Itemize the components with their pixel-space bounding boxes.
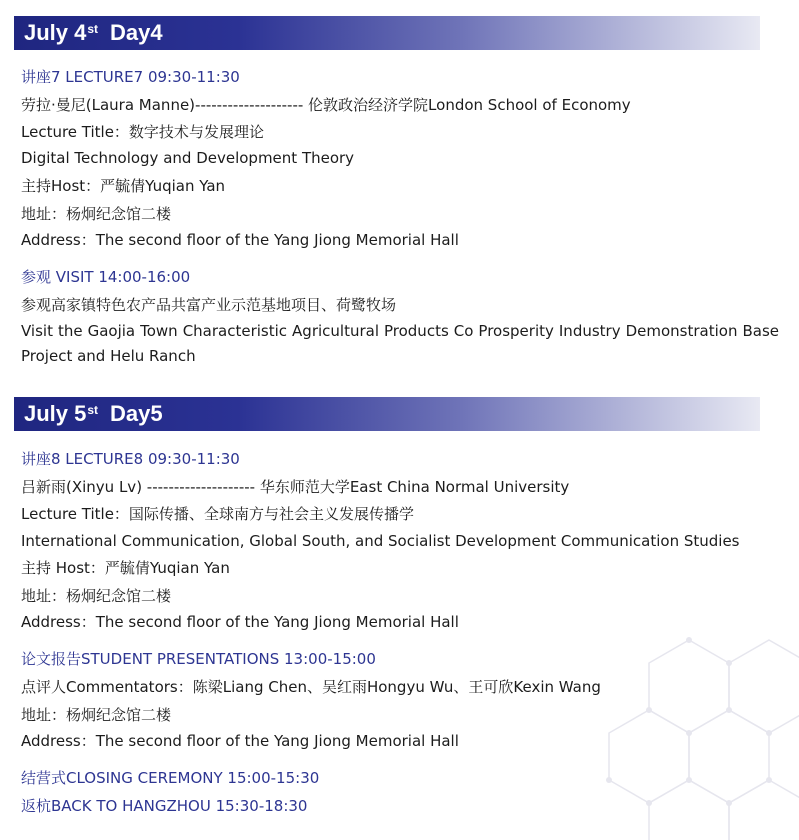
day4-date: July 4: [24, 20, 87, 45]
day5-label: Day5: [110, 401, 163, 426]
hexagon-pattern-decoration: [579, 620, 799, 840]
day5-return-hangzhou: 返杭BACK TO HANGZHOU 15:30-18:30: [21, 797, 308, 815]
day4-address-en: Address：The second floor of the Yang Jiong Memorial Hall: [21, 231, 459, 249]
day5-presentations-header: 论文报告STUDENT PRESENTATIONS 13:00-15:00: [21, 650, 376, 668]
day4-lecture-title-cn: Lecture Title：数字技术与发展理论: [21, 123, 264, 141]
day5-address2-en: Address：The second floor of the Yang Jiong Memorial Hall: [21, 732, 459, 750]
day5-commentators: 点评人Commentators：陈梁Liang Chen、吴红雨Hongyu Wu、王可欣Kexin Wang: [21, 678, 601, 696]
day4-visit-header: 参观 VISIT 14:00-16:00: [21, 268, 191, 286]
day5-address-cn: 地址：杨炯纪念馆二楼: [21, 587, 172, 605]
day5-date-suffix: st: [87, 403, 99, 417]
day4-host: 主持Host：严毓倩Yuqian Yan: [21, 177, 226, 195]
day4-lecture-title-en: Digital Technology and Development Theory: [21, 149, 355, 167]
day5-date: July 5: [24, 401, 87, 426]
day5-lecture-title-en: International Communication, Global South, and Socialist Development Communication Studies: [21, 532, 740, 550]
day4-date-suffix: st: [87, 22, 99, 36]
day4-speaker: 劳拉·曼尼(Laura Manne)-------------------- 伦敦政治经济学院London School of Economy: [21, 96, 631, 114]
day5-lecture-title-cn: Lecture Title：国际传播、全球南方与社会主义发展传播学: [21, 505, 414, 523]
day4-visit-en-line1: Visit the Gaojia Town Characteristic Agricultural Products Co Prosperity Industry Demonstration Base: [21, 322, 779, 340]
day5-speaker: 吕新雨(Xinyu Lv) -------------------- 华东师范大学East China Normal University: [21, 478, 570, 496]
day5-address-en: Address：The second floor of the Yang Jiong Memorial Hall: [21, 613, 459, 631]
day5-lecture-header: 讲座8 LECTURE8 09:30-11:30: [21, 450, 240, 468]
day5-address2-cn: 地址：杨炯纪念馆二楼: [21, 706, 172, 724]
day4-visit-cn: 参观高家镇特色农产品共富产业示范基地项目、荷鹭牧场: [21, 296, 397, 314]
day5-host: 主持 Host：严毓倩Yuqian Yan: [21, 559, 230, 577]
day4-label: Day4: [110, 20, 163, 45]
day5-closing-ceremony: 结营式CLOSING CEREMONY 15:00-15:30: [21, 769, 320, 787]
day4-visit-en-line2: Project and Helu Ranch: [21, 347, 196, 365]
day4-address-cn: 地址：杨炯纪念馆二楼: [21, 205, 172, 223]
day5-banner: [14, 397, 760, 431]
day4-lecture-header: 讲座7 LECTURE7 09:30-11:30: [21, 68, 240, 86]
day4-banner: [14, 16, 760, 50]
